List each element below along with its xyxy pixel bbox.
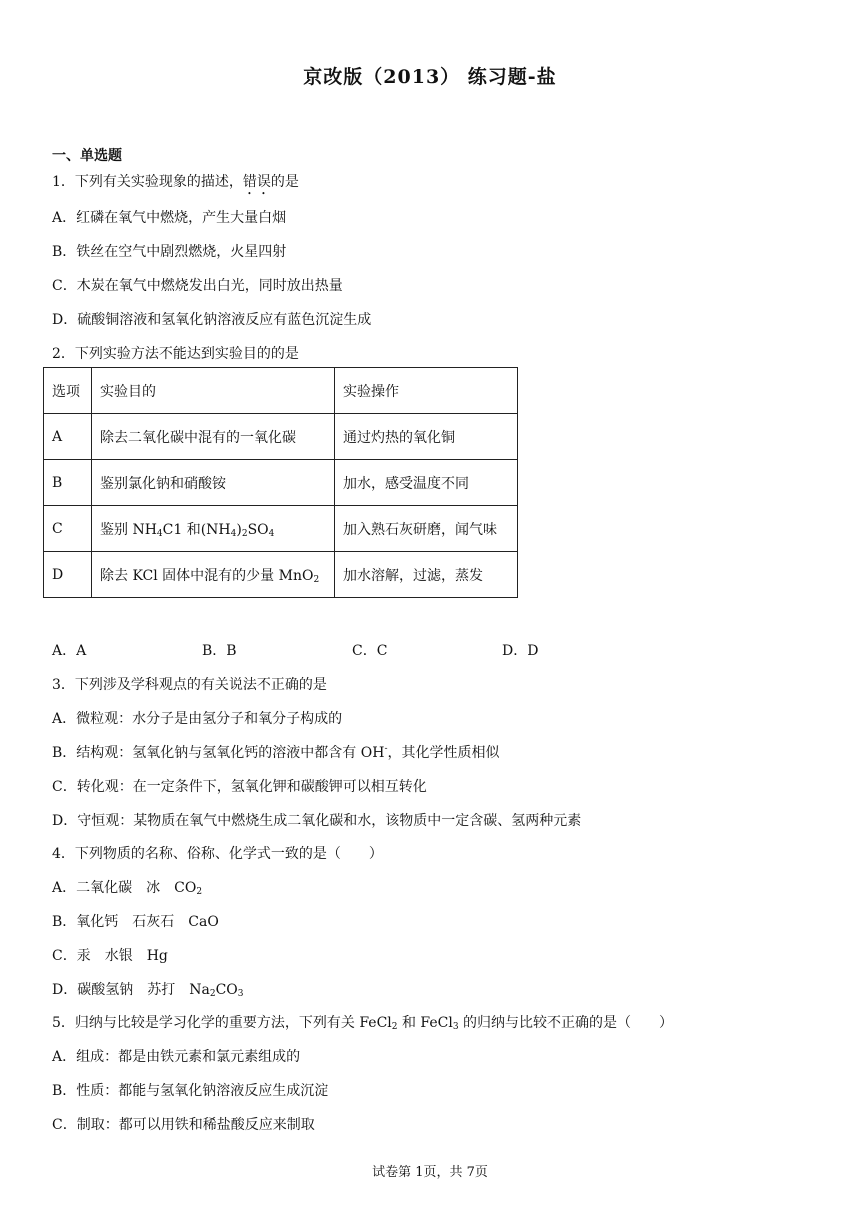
q4-option-a — [52, 877, 202, 897]
table-cell-formula — [92, 552, 335, 598]
q4-a-text: A．二氧化碳 冰 CO — [52, 880, 197, 896]
table-cell: 除去二氧化碳中混有的一氧化碳 — [92, 414, 335, 460]
table-header-row — [44, 368, 518, 414]
q1-stem-part: 1．下列有关实验现象的描述， — [52, 174, 243, 190]
formula-subscript: 4 — [156, 528, 163, 539]
q1-option-c: C．木炭在氧气中燃烧发出白光，同时放出热量 — [52, 278, 343, 294]
q3-b-superscript: - — [384, 744, 388, 754]
q4-option-b: B．氧化钙 石灰石 CaO — [52, 914, 219, 930]
table-cell: A — [44, 414, 92, 460]
q2-choice-b: B．B — [202, 643, 237, 659]
experiment-table — [43, 367, 518, 598]
q3-option-a: A．微粒观：水分子是由氢分子和氧分子构成的 — [52, 711, 343, 727]
table-header: 实验操作 — [335, 368, 518, 414]
q3-option-b — [52, 742, 499, 762]
formula-text: 鉴别 NH — [100, 521, 157, 538]
q5-stem-part: 的归纳与比较不正确的是（ ） — [458, 1015, 674, 1031]
formula-subscript: 2 — [196, 887, 203, 897]
table-cell: C — [44, 506, 92, 552]
formula-text: C1 和(NH — [162, 521, 231, 538]
q1-stem-end: 的是 — [270, 174, 299, 190]
formula-subscript: 3 — [237, 989, 244, 999]
q5-option-b: B．性质：都能与氢氧化钠溶液反应生成沉淀 — [52, 1083, 329, 1099]
table-row — [44, 506, 518, 552]
page-title: 京改版（2013） 练习题-盐 — [303, 66, 557, 88]
table-cell: 鉴别氯化钠和硝酸铵 — [92, 460, 335, 506]
table-cell: 通过灼热的氧化铜 — [335, 414, 518, 460]
formula-subscript: 3 — [452, 1022, 459, 1032]
q5-option-a: A．组成：都是由铁元素和氯元素组成的 — [52, 1049, 301, 1065]
q4-option-d — [52, 979, 244, 999]
formula-subscript: 4 — [268, 528, 275, 539]
table-cell: 加入熟石灰研磨，闻气味 — [335, 506, 518, 552]
table-cell: 加水，感受温度不同 — [335, 460, 518, 506]
q3-b-text-end: ，其化学性质相似 — [387, 745, 500, 761]
q5-stem-part: 5．归纳与比较是学习化学的重要方法，下列有关 FeCl — [52, 1015, 392, 1031]
q1-emphasis: 错误 — [242, 174, 271, 190]
formula-text: SO — [247, 521, 269, 538]
section-heading: 一、单选题 — [52, 148, 122, 164]
q2-choice-d: D．D — [502, 643, 539, 659]
formula-text: 除去 KCl 固体中混有的少量 MnO — [100, 567, 314, 584]
q1-option-d: D．硫酸铜溶液和氢氧化钠溶液反应有蓝色沉淀生成 — [52, 312, 372, 328]
question-2-stem: 2．下列实验方法不能达到实验目的的是 — [52, 346, 299, 362]
question-5-stem — [52, 1012, 673, 1032]
q1-option-a: A．红磷在氧气中燃烧，产生大量白烟 — [52, 210, 287, 226]
table-cell-formula — [92, 506, 335, 552]
question-4-stem: 4．下列物质的名称、俗称、化学式一致的是（ ） — [52, 846, 383, 862]
q5-option-c: C．制取：都可以用铁和稀盐酸反应来制取 — [52, 1117, 315, 1133]
q2-choice-c: C．C — [352, 643, 388, 659]
formula-subscript: 2 — [241, 528, 248, 539]
table-header: 选项 — [44, 368, 92, 414]
formula-subscript: 2 — [209, 989, 216, 999]
formula-text: ) — [236, 521, 242, 538]
table-row — [44, 414, 518, 460]
formula-subscript: 2 — [313, 574, 320, 585]
q5-stem-part: 和 FeCl — [397, 1015, 453, 1031]
table-row — [44, 552, 518, 598]
question-3-stem: 3．下列涉及学科观点的有关说法不正确的是 — [52, 677, 327, 693]
table-cell: 加水溶解，过滤，蒸发 — [335, 552, 518, 598]
table-cell: D — [44, 552, 92, 598]
formula-subscript: 4 — [230, 528, 237, 539]
table-row — [44, 460, 518, 506]
q3-b-text: B．结构观：氢氧化钠与氢氧化钙的溶液中都含有 OH — [52, 745, 385, 761]
page-footer: 试卷第 1页，共 7页 — [372, 1165, 488, 1180]
formula-subscript: 2 — [391, 1022, 398, 1032]
q3-option-c: C．转化观：在一定条件下，氢氧化钾和碳酸钾可以相互转化 — [52, 779, 427, 795]
q4-d-text: CO — [215, 982, 238, 998]
q1-option-b: B．铁丝在空气中剧烈燃烧，火星四射 — [52, 244, 287, 260]
table-cell: B — [44, 460, 92, 506]
question-1-stem — [52, 171, 299, 198]
q2-choice-a: A．A — [52, 643, 87, 659]
q3-option-d: D．守恒观：某物质在氧气中燃烧生成二氧化碳和水，该物质中一定含碳、氢两种元素 — [52, 813, 582, 829]
q4-option-c: C．汞 水银 Hg — [52, 948, 168, 964]
q4-d-text: D．碳酸氢钠 苏打 Na — [52, 982, 210, 998]
table-header: 实验目的 — [92, 368, 335, 414]
